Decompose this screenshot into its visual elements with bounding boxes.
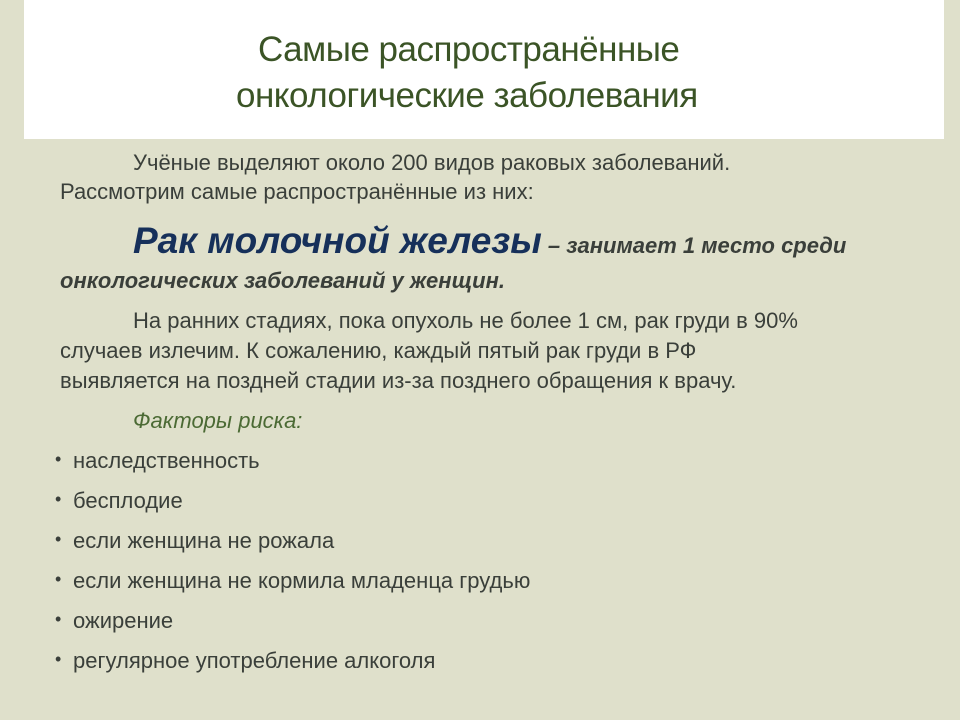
risk-factors-title: Факторы риска: — [133, 408, 303, 433]
slide-title-line-2: онкологические заболевания — [236, 76, 698, 115]
intro-line-1: Учёные выделяют около 200 видов раковых заболеваний. — [133, 150, 731, 175]
paragraph-line-3: выявляется на поздней стадии из-за позднего обращения к врачу. — [60, 368, 737, 393]
slide-title-line-1: Самые распространённые — [258, 30, 680, 69]
list-item: • бесплодие — [55, 488, 183, 513]
list-item: • регулярное употребление алкоголя — [55, 648, 436, 673]
title-box — [24, 0, 944, 139]
disease-name: Рак молочной железы — [133, 220, 542, 261]
list-item: • если женщина не рожала — [55, 528, 335, 553]
paragraph-line-1: На ранних стадиях, пока опухоль не более 1 см, рак груди в 90% — [133, 308, 798, 333]
bullet-icon: • — [55, 649, 62, 669]
bullet-icon: • — [55, 529, 62, 549]
disease-heading — [133, 218, 846, 272]
disease-rank-continued: онкологических заболеваний у женщин. — [60, 268, 505, 293]
intro-line-2: Рассмотрим самые распространённые из них: — [60, 179, 534, 204]
bullet-icon: • — [55, 569, 62, 589]
list-item: • наследственность — [55, 448, 260, 473]
bullet-icon: • — [55, 449, 62, 469]
list-item: • ожирение — [55, 608, 174, 633]
disease-rank: – занимает 1 место среди — [541, 233, 847, 258]
paragraph-line-2: случаев излечим. К сожалению, каждый пятый рак груди в РФ — [60, 338, 697, 363]
list-item: • если женщина не кормила младенца грудью — [55, 568, 531, 593]
bullet-icon: • — [55, 489, 62, 509]
bullet-icon: • — [55, 609, 62, 629]
